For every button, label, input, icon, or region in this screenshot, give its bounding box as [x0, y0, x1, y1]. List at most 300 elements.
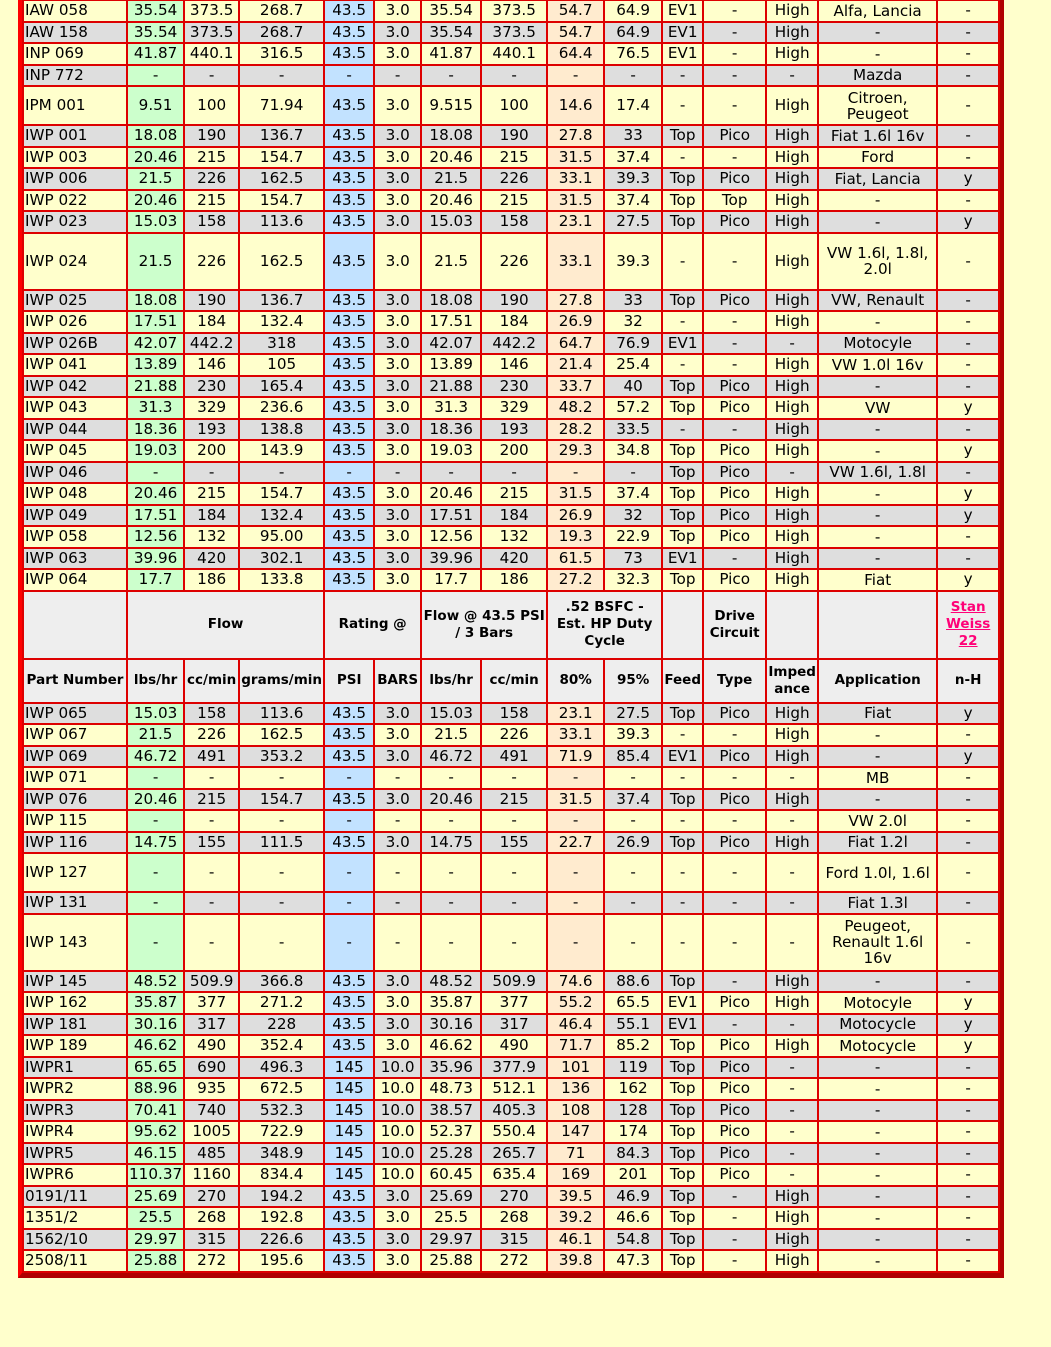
cell-rating-bars: 3.0	[374, 233, 421, 290]
cell-bsfc-95: 17.4	[604, 86, 662, 125]
cell-flow-grams-min: 268.7	[239, 0, 324, 22]
cell-drive-type: Pico	[703, 1035, 766, 1057]
cell-rating-psi: 43.5	[324, 147, 374, 169]
cell-application: Motocycle	[818, 1035, 937, 1057]
cell-flow-lbs-hr: 46.72	[127, 746, 184, 768]
table-body-top	[23, 0, 999, 591]
cell-rating-bars: 3.0	[374, 125, 421, 147]
cell-drive-type: Pico	[703, 1143, 766, 1165]
cell-feed: -	[662, 311, 703, 333]
cell-bsfc-80: 64.7	[547, 333, 604, 355]
cell-n-h: -	[937, 462, 999, 484]
cell-flow435-lbs-hr: 20.46	[421, 789, 481, 811]
cell-flow435-cc-min: 226	[481, 168, 547, 190]
cell-drive-type: -	[703, 419, 766, 441]
cell-part-number: IWP 023	[23, 211, 127, 233]
cell-flow435-cc-min: 373.5	[481, 22, 547, 44]
cell-drive-type: -	[703, 548, 766, 570]
cell-drive-type: -	[703, 1014, 766, 1036]
cell-rating-psi: 43.5	[324, 1229, 374, 1251]
cell-bsfc-80: 39.5	[547, 1186, 604, 1208]
cell-flow-cc-min: 317	[184, 1014, 239, 1036]
cell-flow-cc-min: -	[184, 892, 239, 914]
cell-bsfc-95: 37.4	[604, 147, 662, 169]
cell-impedance: -	[766, 892, 818, 914]
cell-impedance: High	[766, 86, 818, 125]
cell-drive-type: -	[703, 767, 766, 789]
cell-flow435-cc-min: 265.7	[481, 1143, 547, 1165]
cell-flow435-lbs-hr: 20.46	[421, 147, 481, 169]
cell-flow435-cc-min: 226	[481, 233, 547, 290]
cell-flow-cc-min: 190	[184, 290, 239, 312]
cell-drive-type: Pico	[703, 1100, 766, 1122]
cell-flow435-cc-min: 635.4	[481, 1164, 547, 1186]
cell-n-h: -	[937, 1186, 999, 1208]
cell-flow435-lbs-hr: -	[421, 810, 481, 832]
table-row	[23, 1250, 999, 1272]
cell-flow-grams-min: 136.7	[239, 125, 324, 147]
cell-flow-lbs-hr: 18.08	[127, 125, 184, 147]
cell-flow-cc-min: 215	[184, 147, 239, 169]
cell-impedance: High	[766, 290, 818, 312]
cell-flow435-cc-min: 155	[481, 832, 547, 854]
cell-flow435-lbs-hr: 60.45	[421, 1164, 481, 1186]
stan-weiss-link[interactable]: Stan Weiss 22	[946, 599, 991, 649]
cell-feed: Top	[662, 190, 703, 212]
cell-bsfc-95: 128	[604, 1100, 662, 1122]
cell-flow-lbs-hr: 25.5	[127, 1207, 184, 1229]
cell-rating-psi: -	[324, 462, 374, 484]
cell-flow435-lbs-hr: 35.87	[421, 992, 481, 1014]
cell-part-number: 0191/11	[23, 1186, 127, 1208]
cell-feed: Top	[662, 526, 703, 548]
cell-flow435-lbs-hr: 52.37	[421, 1121, 481, 1143]
cell-n-h: -	[937, 233, 999, 290]
cell-flow435-lbs-hr: 25.28	[421, 1143, 481, 1165]
cell-bsfc-80: 48.2	[547, 397, 604, 419]
cell-rating-psi: 43.5	[324, 440, 374, 462]
cell-bsfc-95: 22.9	[604, 526, 662, 548]
cell-n-h: -	[937, 290, 999, 312]
table-row	[23, 992, 999, 1014]
cell-flow435-lbs-hr: 17.51	[421, 311, 481, 333]
cell-flow-lbs-hr: -	[127, 767, 184, 789]
cell-flow-cc-min: 377	[184, 992, 239, 1014]
cell-flow435-lbs-hr: 17.51	[421, 505, 481, 527]
cell-feed: Top	[662, 440, 703, 462]
cell-impedance: -	[766, 65, 818, 87]
cell-flow-grams-min: 302.1	[239, 548, 324, 570]
cell-application: VW, Renault	[818, 290, 937, 312]
cell-bsfc-95: 39.3	[604, 724, 662, 746]
cell-rating-psi: 43.5	[324, 190, 374, 212]
cell-flow435-cc-min: 373.5	[481, 0, 547, 22]
table-row	[23, 1164, 999, 1186]
cell-flow-grams-min: 672.5	[239, 1078, 324, 1100]
cell-part-number: IWP 001	[23, 125, 127, 147]
cell-flow-grams-min: 138.8	[239, 419, 324, 441]
cell-application: -	[818, 1250, 937, 1272]
cell-rating-bars: 3.0	[374, 354, 421, 376]
table-row	[23, 483, 999, 505]
cell-feed: Top	[662, 1121, 703, 1143]
cell-n-h: -	[937, 892, 999, 914]
cell-flow435-lbs-hr: -	[421, 65, 481, 87]
cell-flow-grams-min: 132.4	[239, 311, 324, 333]
cell-drive-type: Pico	[703, 376, 766, 398]
cell-part-number: IWP 058	[23, 526, 127, 548]
cell-bsfc-80: -	[547, 853, 604, 892]
cell-flow435-lbs-hr: 46.72	[421, 746, 481, 768]
header-application-blank	[818, 591, 937, 659]
cell-flow435-lbs-hr: 39.96	[421, 548, 481, 570]
cell-flow-cc-min: 373.5	[184, 0, 239, 22]
cell-feed: Top	[662, 1250, 703, 1272]
cell-bsfc-95: 39.3	[604, 168, 662, 190]
cell-feed: Top	[662, 1207, 703, 1229]
cell-rating-bars: 3.0	[374, 1035, 421, 1057]
cell-drive-type: -	[703, 1186, 766, 1208]
cell-flow-lbs-hr: 9.51	[127, 86, 184, 125]
cell-flow-cc-min: 440.1	[184, 43, 239, 65]
cell-flow435-cc-min: 215	[481, 147, 547, 169]
cell-bsfc-80: 54.7	[547, 22, 604, 44]
cell-flow-cc-min: 226	[184, 168, 239, 190]
cell-drive-type: Top	[703, 190, 766, 212]
cell-bsfc-95: 85.2	[604, 1035, 662, 1057]
cell-feed: -	[662, 147, 703, 169]
table-row	[23, 548, 999, 570]
cell-impedance: -	[766, 914, 818, 971]
cell-flow435-lbs-hr: 35.54	[421, 22, 481, 44]
table-row	[23, 746, 999, 768]
cell-flow-cc-min: 158	[184, 703, 239, 725]
cell-drive-type: -	[703, 1207, 766, 1229]
cell-feed: Top	[662, 971, 703, 993]
cell-rating-psi: 145	[324, 1164, 374, 1186]
cell-flow-grams-min: 162.5	[239, 233, 324, 290]
cell-part-number: IWP 069	[23, 746, 127, 768]
cell-flow435-cc-min: 315	[481, 1229, 547, 1251]
cell-flow-lbs-hr: -	[127, 853, 184, 892]
cell-flow-grams-min: 194.2	[239, 1186, 324, 1208]
table-row	[23, 526, 999, 548]
cell-drive-type: Pico	[703, 483, 766, 505]
cell-n-h: -	[937, 43, 999, 65]
cell-bsfc-80: 55.2	[547, 992, 604, 1014]
cell-application: -	[818, 190, 937, 212]
cell-application: Peugeot, Renault 1.6l 16v	[818, 914, 937, 971]
cell-flow-lbs-hr: 14.75	[127, 832, 184, 854]
cell-rating-psi: 43.5	[324, 0, 374, 22]
cell-n-h: -	[937, 419, 999, 441]
cell-flow-lbs-hr: 88.96	[127, 1078, 184, 1100]
cell-drive-type: -	[703, 233, 766, 290]
cell-bsfc-95: 73	[604, 548, 662, 570]
cell-application: -	[818, 746, 937, 768]
cell-n-h: y	[937, 483, 999, 505]
cell-part-number: IWP 076	[23, 789, 127, 811]
cell-application: Fiat	[818, 569, 937, 591]
cell-flow435-lbs-hr: 15.03	[421, 211, 481, 233]
cell-flow-grams-min: 136.7	[239, 290, 324, 312]
cell-flow-grams-min: 105	[239, 354, 324, 376]
cell-flow435-cc-min: 226	[481, 724, 547, 746]
cell-flow-cc-min: 690	[184, 1057, 239, 1079]
cell-part-number: IWP 063	[23, 548, 127, 570]
cell-flow-grams-min: 154.7	[239, 190, 324, 212]
cell-drive-type: Pico	[703, 505, 766, 527]
cell-flow435-cc-min: 272	[481, 1250, 547, 1272]
cell-drive-type: -	[703, 853, 766, 892]
cell-bsfc-80: 169	[547, 1164, 604, 1186]
cell-rating-bars: 3.0	[374, 397, 421, 419]
cell-part-number: IWP 046	[23, 462, 127, 484]
cell-n-h: y	[937, 746, 999, 768]
cell-feed: Top	[662, 1057, 703, 1079]
cell-flow-grams-min: 111.5	[239, 832, 324, 854]
cell-flow435-lbs-hr: 25.5	[421, 1207, 481, 1229]
cell-flow-cc-min: 190	[184, 125, 239, 147]
table-row	[23, 43, 999, 65]
cell-flow435-lbs-hr: 9.515	[421, 86, 481, 125]
cell-n-h: y	[937, 397, 999, 419]
cell-flow-lbs-hr: 48.52	[127, 971, 184, 993]
cell-flow-cc-min: 184	[184, 505, 239, 527]
cell-n-h: -	[937, 376, 999, 398]
cell-application: -	[818, 1121, 937, 1143]
cell-part-number: IWP 116	[23, 832, 127, 854]
cell-impedance: -	[766, 1057, 818, 1079]
cell-application: Fiat	[818, 703, 937, 725]
cell-bsfc-80: 33.1	[547, 724, 604, 746]
cell-impedance: High	[766, 1207, 818, 1229]
cell-flow435-lbs-hr: 20.46	[421, 483, 481, 505]
cell-rating-psi: 145	[324, 1057, 374, 1079]
cell-rating-bars: 3.0	[374, 505, 421, 527]
cell-part-number: IWP 162	[23, 992, 127, 1014]
table-row	[23, 419, 999, 441]
cell-n-h: y	[937, 992, 999, 1014]
cell-part-number: IWP 131	[23, 892, 127, 914]
cell-flow435-lbs-hr: 13.89	[421, 354, 481, 376]
cell-application: -	[818, 1186, 937, 1208]
table-row	[23, 233, 999, 290]
cell-flow-cc-min: 270	[184, 1186, 239, 1208]
cell-bsfc-80: 29.3	[547, 440, 604, 462]
cell-rating-bars: 3.0	[374, 832, 421, 854]
table-row	[23, 1229, 999, 1251]
cell-flow-cc-min: 485	[184, 1143, 239, 1165]
cell-rating-psi: -	[324, 767, 374, 789]
cell-application: Motocyle	[818, 333, 937, 355]
cell-flow-cc-min: 158	[184, 211, 239, 233]
cell-flow435-lbs-hr: 18.08	[421, 290, 481, 312]
cell-bsfc-95: -	[604, 462, 662, 484]
table-row	[23, 168, 999, 190]
cell-drive-type: -	[703, 22, 766, 44]
cell-flow435-lbs-hr: 42.07	[421, 333, 481, 355]
cell-n-h: -	[937, 1078, 999, 1100]
cell-flow435-lbs-hr: -	[421, 767, 481, 789]
cell-flow-lbs-hr: 42.07	[127, 333, 184, 355]
cell-bsfc-80: 39.8	[547, 1250, 604, 1272]
cell-impedance: High	[766, 440, 818, 462]
cell-flow435-lbs-hr: 38.57	[421, 1100, 481, 1122]
header-flow-43-5: Flow @ 43.5 PSI / 3 Bars	[421, 591, 547, 659]
cell-flow-grams-min: 271.2	[239, 992, 324, 1014]
column-header-flow-cc-min: cc/min	[184, 659, 239, 703]
cell-flow435-lbs-hr: -	[421, 853, 481, 892]
cell-bsfc-95: -	[604, 810, 662, 832]
cell-flow435-cc-min: -	[481, 853, 547, 892]
cell-n-h: y	[937, 569, 999, 591]
cell-bsfc-95: -	[604, 767, 662, 789]
column-header-feed: Feed	[662, 659, 703, 703]
cell-drive-type: Pico	[703, 1121, 766, 1143]
cell-application: VW	[818, 397, 937, 419]
cell-flow-lbs-hr: 17.51	[127, 505, 184, 527]
cell-rating-bars: -	[374, 65, 421, 87]
cell-rating-bars: 3.0	[374, 1229, 421, 1251]
cell-application: MB	[818, 767, 937, 789]
cell-flow435-cc-min: 490	[481, 1035, 547, 1057]
cell-flow435-lbs-hr: -	[421, 462, 481, 484]
cell-part-number: IWP 041	[23, 354, 127, 376]
cell-flow435-cc-min: 158	[481, 703, 547, 725]
cell-flow-lbs-hr: 46.62	[127, 1035, 184, 1057]
cell-feed: EV1	[662, 548, 703, 570]
cell-part-number: IWP 127	[23, 853, 127, 892]
cell-flow-grams-min: 154.7	[239, 483, 324, 505]
cell-impedance: -	[766, 1100, 818, 1122]
cell-flow-grams-min: -	[239, 767, 324, 789]
cell-feed: Top	[662, 462, 703, 484]
cell-flow435-lbs-hr: -	[421, 914, 481, 971]
cell-bsfc-80: 46.4	[547, 1014, 604, 1036]
cell-flow435-lbs-hr: 15.03	[421, 703, 481, 725]
cell-rating-psi: 43.5	[324, 789, 374, 811]
cell-flow-cc-min: -	[184, 767, 239, 789]
cell-n-h: -	[937, 1207, 999, 1229]
cell-rating-bars: -	[374, 810, 421, 832]
cell-impedance: High	[766, 724, 818, 746]
cell-flow-cc-min: 373.5	[184, 22, 239, 44]
cell-drive-type: Pico	[703, 211, 766, 233]
cell-rating-bars: 3.0	[374, 290, 421, 312]
cell-bsfc-80: 23.1	[547, 703, 604, 725]
cell-impedance: High	[766, 569, 818, 591]
cell-n-h: y	[937, 1035, 999, 1057]
table-row	[23, 311, 999, 333]
cell-n-h: -	[937, 333, 999, 355]
cell-feed: -	[662, 419, 703, 441]
cell-flow-lbs-hr: 95.62	[127, 1121, 184, 1143]
cell-n-h: y	[937, 168, 999, 190]
cell-flow-lbs-hr: 65.65	[127, 1057, 184, 1079]
cell-part-number: IWPR2	[23, 1078, 127, 1100]
cell-impedance: High	[766, 43, 818, 65]
cell-feed: EV1	[662, 0, 703, 22]
cell-flow435-lbs-hr: 17.7	[421, 569, 481, 591]
cell-bsfc-95: 32	[604, 505, 662, 527]
cell-impedance: High	[766, 125, 818, 147]
cell-n-h: -	[937, 767, 999, 789]
cell-impedance: High	[766, 971, 818, 993]
column-header-flow-lbs-hr: lbs/hr	[127, 659, 184, 703]
cell-rating-psi: 43.5	[324, 526, 374, 548]
cell-flow-lbs-hr: 29.97	[127, 1229, 184, 1251]
cell-application: Fiat 1.6l 16v	[818, 125, 937, 147]
cell-impedance: High	[766, 992, 818, 1014]
cell-impedance: High	[766, 190, 818, 212]
cell-drive-type: Pico	[703, 440, 766, 462]
cell-bsfc-80: 27.2	[547, 569, 604, 591]
cell-flow435-cc-min: 215	[481, 190, 547, 212]
cell-drive-type: -	[703, 1229, 766, 1251]
cell-bsfc-80: 31.5	[547, 147, 604, 169]
cell-bsfc-95: 119	[604, 1057, 662, 1079]
cell-part-number: IWP 115	[23, 810, 127, 832]
cell-impedance: High	[766, 376, 818, 398]
cell-flow-cc-min: 490	[184, 1035, 239, 1057]
cell-bsfc-95: 32.3	[604, 569, 662, 591]
cell-flow-cc-min: 315	[184, 1229, 239, 1251]
cell-flow-lbs-hr: 46.15	[127, 1143, 184, 1165]
cell-flow435-lbs-hr: 18.36	[421, 419, 481, 441]
cell-part-number: IAW 058	[23, 0, 127, 22]
cell-rating-bars: 3.0	[374, 1186, 421, 1208]
cell-rating-psi: 43.5	[324, 1186, 374, 1208]
cell-bsfc-80: 26.9	[547, 505, 604, 527]
cell-rating-psi: 145	[324, 1078, 374, 1100]
cell-flow-lbs-hr: 31.3	[127, 397, 184, 419]
cell-flow435-lbs-hr: 48.52	[421, 971, 481, 993]
cell-drive-type: -	[703, 65, 766, 87]
cell-bsfc-95: 37.4	[604, 190, 662, 212]
cell-flow435-cc-min: 146	[481, 354, 547, 376]
cell-bsfc-95: 37.4	[604, 789, 662, 811]
column-header-impedance: Imped ance	[766, 659, 818, 703]
cell-bsfc-80: 27.8	[547, 290, 604, 312]
cell-rating-psi: -	[324, 810, 374, 832]
cell-feed: -	[662, 892, 703, 914]
cell-rating-bars: 3.0	[374, 168, 421, 190]
table-row	[23, 789, 999, 811]
cell-rating-bars: 3.0	[374, 376, 421, 398]
cell-flow435-lbs-hr: 19.03	[421, 440, 481, 462]
cell-impedance: -	[766, 333, 818, 355]
cell-bsfc-95: 33.5	[604, 419, 662, 441]
cell-flow-grams-min: -	[239, 892, 324, 914]
cell-flow-cc-min: -	[184, 914, 239, 971]
cell-feed: -	[662, 914, 703, 971]
cell-feed: EV1	[662, 746, 703, 768]
table-row	[23, 1100, 999, 1122]
column-header-flow435-cc-min: cc/min	[481, 659, 547, 703]
cell-drive-type: Pico	[703, 1078, 766, 1100]
cell-flow-lbs-hr: 15.03	[127, 211, 184, 233]
cell-flow-grams-min: 353.2	[239, 746, 324, 768]
cell-n-h: -	[937, 1229, 999, 1251]
cell-rating-bars: -	[374, 892, 421, 914]
table-row	[23, 1078, 999, 1100]
cell-part-number: IPM 001	[23, 86, 127, 125]
cell-part-number: IWP 145	[23, 971, 127, 993]
cell-flow-cc-min: 509.9	[184, 971, 239, 993]
cell-rating-bars: 3.0	[374, 526, 421, 548]
cell-rating-bars: 3.0	[374, 483, 421, 505]
